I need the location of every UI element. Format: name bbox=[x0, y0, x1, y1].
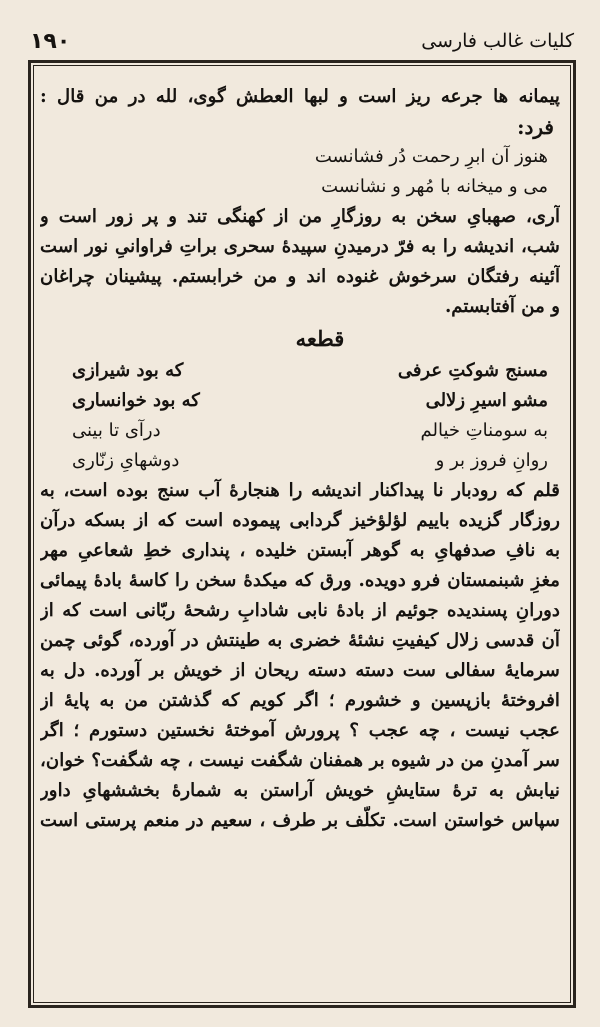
verse-hemistich-1: مسنج شوکتِ عرفی bbox=[397, 360, 548, 381]
verse-hemistich-1: به سومناتِ خیالم bbox=[420, 420, 548, 441]
prose-line: قلم که رودبار نا پیداکنار اندیشه را هنجارهٔ آب سنج بوده است، به bbox=[40, 480, 560, 501]
prose-line: و من آفتابستم. bbox=[444, 296, 560, 317]
verse-hemistich-2: که بود خوانساری bbox=[72, 390, 200, 411]
prose-line: شب، اندیشه را به فرّ درمیدنِ سپیدهٔ سحری براتِ فراوانیِ نور است bbox=[40, 236, 560, 257]
prose-line: سرمایهٔ سفالی ست دسته دسته ریحان از خویش بر آورده. دل به bbox=[40, 660, 560, 681]
page-header bbox=[30, 26, 574, 56]
verse-hemistich-2: درآی تا بینی bbox=[72, 420, 161, 441]
verse-line bbox=[40, 416, 560, 446]
opening-line: پیمانه ها جرعه ریز است و لبها العطش گوی، لله در من قال : bbox=[40, 86, 560, 107]
page-number: ۱۹۰ bbox=[30, 28, 71, 54]
verse-line bbox=[40, 356, 560, 386]
prose-line: روزگار گزیده باییم لؤلؤخیز گردابی پیموده است که از بسکه درآن bbox=[40, 510, 560, 531]
prose-line: سر آمدنِ من در شیوه بر همفنان شگفت نیست ، چه شگفت؟ خوان، bbox=[40, 750, 560, 771]
prose-line: دورانِ پسندیده جوئیم از بادهٔ نابی شادابِ رشحهٔ ربّانی است که از bbox=[40, 600, 560, 621]
prose-line: سپاس خواستن است. تکلّف بر طرف ، سعیم در منعم پرستی است bbox=[40, 810, 560, 831]
verse-line bbox=[40, 386, 560, 416]
verse-label: فرد: bbox=[517, 115, 554, 139]
prose-line: به نافِ صدفهایِ به گوهر آبستن خلیده ، پنداری خطِ شعاعیِ مهر bbox=[40, 540, 560, 561]
verse-hemistich-1: روانِ فروز بر و bbox=[435, 450, 548, 471]
verse-line bbox=[40, 172, 560, 202]
prose-line: عجب نیست ، چه عجب ؟ پرورش آموختهٔ نخستین دستورم ؛ اگر bbox=[40, 720, 560, 741]
verse-hemistich-2: دوشهایِ زنّاری bbox=[72, 450, 180, 471]
verse-line bbox=[40, 446, 560, 476]
prose-line: مغزِ شبنمستان فرو دویده. ورق که میکدهٔ سخن را کاسهٔ بادهٔ پیمائی bbox=[40, 570, 560, 591]
prose-line: آری، صهبایِ سخن به روزگارِ من از کهنگی تند و پر زور است و bbox=[40, 206, 560, 227]
verse-text: هنوز آن ابرِ رحمت دُر فشانست bbox=[314, 146, 548, 167]
section-title: قطعه bbox=[295, 326, 345, 351]
prose-line: نیابش به ترهٔ ستایشِ خویش آراستن به شمارهٔ بخششهایِ داور bbox=[40, 780, 560, 801]
prose-line: آن قدسی زلال کیفیتِ نشئهٔ خضری به طینتش در آورده، گوئی چمن bbox=[40, 630, 560, 651]
running-title: کلیات غالب فارسی bbox=[421, 30, 574, 52]
verse-hemistich-2: که بود شیرازی bbox=[72, 360, 184, 381]
verse-text: می و میخانه با مُهر و نشانست bbox=[321, 176, 548, 197]
prose-line: آئینه رفتگان سرخوش غنوده اند و من خرابستم. پیشینان چراغان bbox=[40, 266, 560, 287]
prose-line: افروختهٔ بازپسین و خشورم ؛ اگر کویم که گذشتن من به پایهٔ از bbox=[40, 690, 560, 711]
verse-hemistich-1: مشو اسیرِ زلالی bbox=[425, 390, 548, 411]
verse-line bbox=[40, 142, 560, 172]
page-body bbox=[40, 82, 560, 997]
